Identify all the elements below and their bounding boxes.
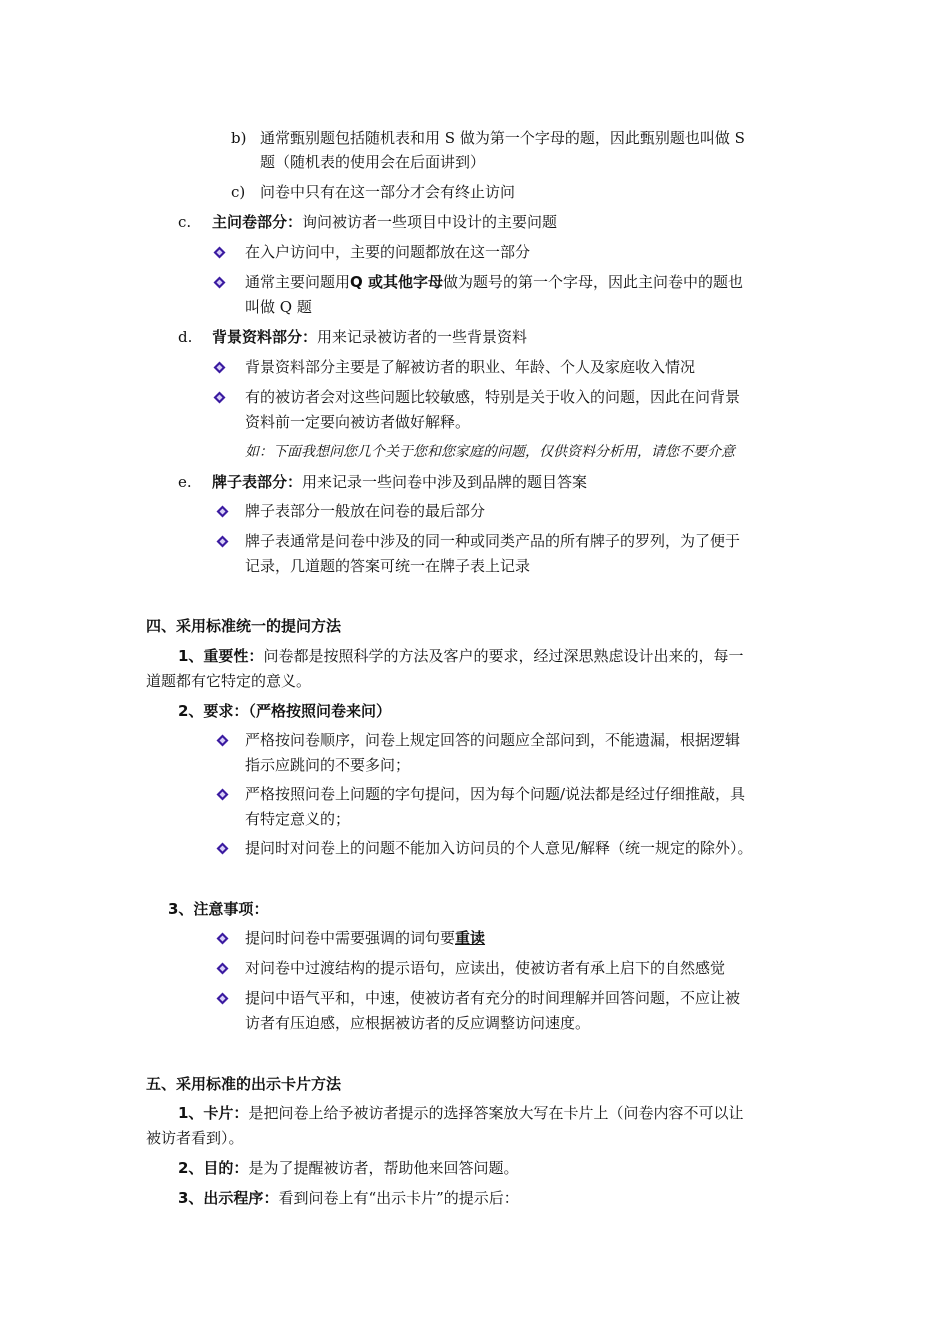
bullet-text: 对问卷中过渡结构的提示语句，应读出，使被访者有承上启下的自然感觉 [245,959,726,977]
diamond-bullet-icon [216,535,229,548]
bullet-text-part: 提问时问卷中需要强调的词句要 [245,929,456,947]
paragraph-label: 3、出示程序： [178,1189,279,1207]
paragraph-label: 2、目的： [178,1159,249,1177]
paragraph [178,1158,518,1178]
section-line [212,327,527,347]
section-marker: e. [178,473,192,491]
section-line [212,212,557,232]
bullet-text: 访者有压迫感，应根据被访者的反应调整访问速度。 [245,1014,591,1032]
diamond-bullet-icon [216,734,229,747]
diamond-bullet-icon [213,276,226,289]
paragraph-text: 被访者看到）。 [146,1129,244,1147]
paragraph-text: 道题都有它特定的意义。 [146,672,312,690]
diamond-bullet-icon [216,505,229,518]
section-heading: 五、采用标准的出示卡片方法 [146,1075,342,1093]
paragraph-label: 2、要求：（严格按照问卷来问） [178,702,391,720]
bullet-text [245,272,743,292]
bullet-text: 记录，几道题的答案可统一在牌子表上记录 [245,557,531,575]
diamond-bullet-icon [216,788,229,801]
paragraph-text: 是把问卷上给予被访者提示的选择答案放大写在卡片上（问卷内容不可以让 [248,1104,744,1122]
bullet-text: 严格按照问卷上问题的字句提问，因为每个问题/说法都是经过仔细推敲，具 [245,785,746,803]
bullet-text: 指示应跳问的不要多问； [245,756,411,774]
bullet-text: 有的被访者会对这些问题比较敏感，特别是关于收入的问题，因此在问背景 [245,388,741,406]
diamond-bullet-icon [213,391,226,404]
bullet-text: 叫做 Q 题 [245,298,312,316]
bullet-text-part: 做为题号的第一个字母，因此主问卷中的题也 [443,273,744,291]
bullet-text: 背景资料部分主要是了解被访者的职业、年龄、个人及家庭收入情况 [245,358,696,376]
bullet-text [245,928,485,948]
list-marker: b) [231,129,247,147]
bullet-text-bold: Q 或其他字母 [350,273,443,291]
paragraph [178,1103,743,1123]
bullet-text-part: 通常主要问题用 [245,273,351,291]
diamond-bullet-icon [216,932,229,945]
section-desc: 询问被访者一些项目中设计的主要问题 [302,213,558,231]
paragraph-text: 看到问卷上有“出示卡片”的提示后： [278,1189,519,1207]
diamond-bullet-icon [213,246,226,259]
section-title: 背景资料部分： [212,328,318,346]
paragraph [178,1188,519,1208]
bullet-text: 资料前一定要向被访者做好解释。 [245,413,471,431]
diamond-bullet-icon [216,842,229,855]
bullet-text: 牌子表部分一般放在问卷的最后部分 [245,502,486,520]
bullet-text: 牌子表通常是问卷中涉及的同一种或同类产品的所有牌子的罗列，为了便于 [245,532,741,550]
section-title: 主问卷部分： [212,213,303,231]
bullet-text: 提问中语气平和，中速，使被访者有充分的时间理解并回答问题，不应让被 [245,989,741,1007]
diamond-bullet-icon [216,992,229,1005]
paragraph-label: 3、注意事项： [168,900,269,918]
section-desc: 用来记录被访者的一些背景资料 [317,328,528,346]
section-marker: d. [178,328,193,346]
list-item-text: 题（随机表的使用会在后面讲到） [260,153,486,171]
bullet-text: 有特定意义的； [245,810,351,828]
diamond-bullet-icon [216,962,229,975]
list-marker: c) [231,183,246,201]
paragraph-label: 1、重要性： [178,647,264,665]
paragraph-label: 1、卡片： [178,1104,249,1122]
paragraph-text: 是为了提醒被访者，帮助他来回答问题。 [248,1159,519,1177]
bullet-text: 严格按问卷顺序，问卷上规定回答的问题应全部问到，不能遗漏，根据逻辑 [245,731,741,749]
diamond-bullet-icon [213,361,226,374]
paragraph-text: 问卷都是按照科学的方法及客户的要求，经过深思熟虑设计出来的，每一 [263,647,744,665]
paragraph [178,646,743,666]
section-desc: 用来记录一些问卷中涉及到品牌的题目答案 [302,473,588,491]
list-item-text: 问卷中只有在这一部分才会有终止访问 [260,183,516,201]
section-marker: c. [178,213,192,231]
bullet-text-emphasis: 重读 [455,929,486,947]
section-title: 牌子表部分： [212,473,303,491]
section-heading: 四、采用标准统一的提问方法 [146,617,342,635]
list-item-text: 通常甄别题包括随机表和用 S 做为第一个字母的题，因此甄别题也叫做 S [260,129,745,147]
bullet-text: 提问时对问卷上的问题不能加入访问员的个人意见/解释（统一规定的除外）。 [245,839,753,857]
example-text: 如：下面我想问您几个关于您和您家庭的问题，仅供资料分析用，请您不要介意 [245,444,735,460]
bullet-text: 在入户访问中，主要的问题都放在这一部分 [245,243,531,261]
section-line [212,472,587,492]
